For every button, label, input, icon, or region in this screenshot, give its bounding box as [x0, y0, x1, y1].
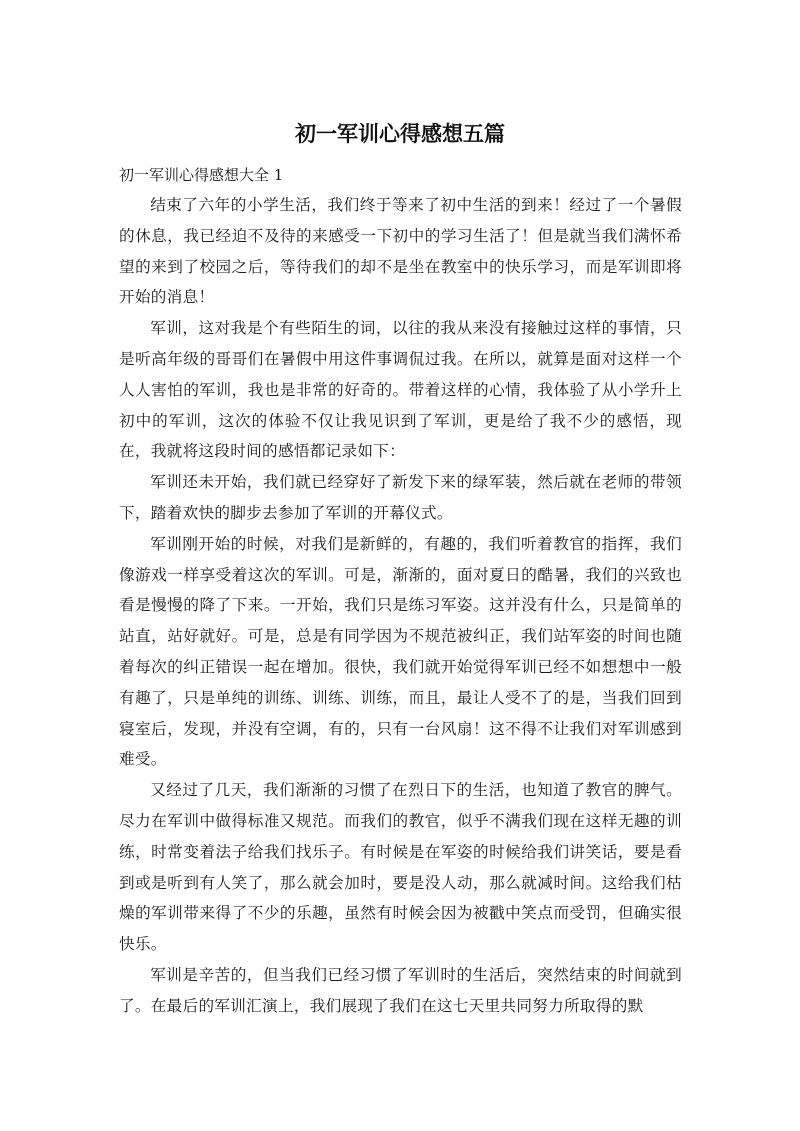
- paragraph-3: 军训还未开始，我们就已经穿好了新发下来的绿军装，然后就在老师的带领下，踏着欢快的脚步去参加了军训的开幕仪式。: [119, 473, 682, 522]
- paragraph-6: 军训是辛苦的，但当我们已经习惯了军训时的生活后，突然结束的时间就到了。在最后的军训汇演上，我们展现了我们在这七天里共同努力所取得的默: [119, 965, 682, 1015]
- paragraph-4: 军训刚开始的时候，对我们是新鲜的，有趣的，我们听着教官的指挥，我们像游戏一样享受着这次的军训。可是，渐渐的，面对夏日的酷暑，我们的兴致也看是慢慢的降了下来。一开始，我们只是练习军姿。这并没有什么，只是简单的站直，站好就好。可是，总是有同学因为不规范被纠正，我们站军姿的时间也随着每次的纠正错误一起在增加。很快，我们就开始觉得军训已经不如想想中一般有趣了，只是单纯的训练、训练、训练，而且，最让人受不了的是，当我们回到寝室后，发现，并没有空调，有的，只有一台风扇！这不得不让我们对军训感到难受。: [119, 534, 682, 769]
- document-title: 初一军训心得感想五篇: [295, 122, 505, 146]
- paragraph-2: 军训，这对我是个有些陌生的词，以往的我从来没有接触过这样的事情，只是听高年级的哥哥们在暑假中用这件事调侃过我。在所以，就算是面对这样一个人人害怕的军训，我也是非常的好奇的。带着这样的心情，我体验了从小学升上初中的军训，这次的体验不仅让我见识到了军训，更是给了我不少的感悟，现在，我就将这段时间的感悟都记录如下：: [119, 319, 682, 461]
- paragraph-1: 结束了六年的小学生活，我们终于等来了初中生活的到来！经过了一个暑假的休息，我已经迫不及待的来感受一下初中的学习生活了！但是就当我们满怀希望的来到了校园之后，等待我们的却不是坐在教室中的快乐学习，而是军训即将开始的消息！: [119, 196, 682, 307]
- section-heading: 初一军训心得感想大全 1: [119, 166, 284, 184]
- paragraph-5: 又经过了几天，我们渐渐的习惯了在烈日下的生活，也知道了教官的脾气。尽力在军训中做得标准又规范。而我们的教官，似乎不满我们现在这样无趣的训练，时常变着法子给我们找乐子。有时候是在军姿的时候给我们讲笑话，要是看到或是听到有人笑了，那么就会加时，要是没人动，那么就减时间。这给我们枯燥的军训带来得了不少的乐趣，虽然有时候会因为被戳中笑点而受罚，但确实很快乐。: [119, 781, 682, 954]
- document-body: [119, 190, 682, 1022]
